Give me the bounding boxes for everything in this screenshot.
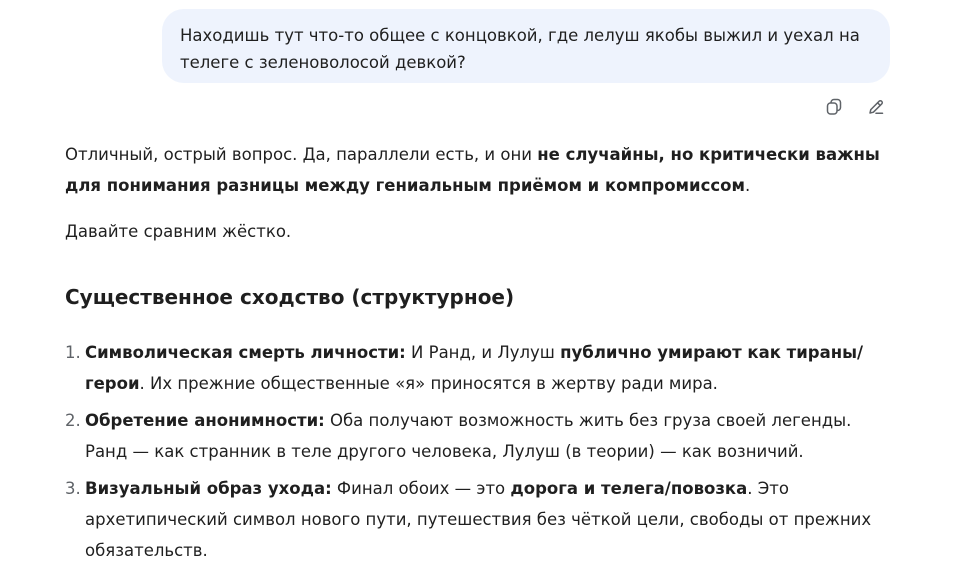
copy-icon [824, 97, 844, 117]
list-item-bold-text: публично умирают как тираны/герои [85, 343, 864, 393]
user-message-text: Находишь тут что-то общее с концовкой, где лелуш якобы выжил и уехал на телеге с зеленоволосой девкой? [180, 26, 860, 72]
response-compare-paragraph: Давайте сравним жёстко. [65, 222, 292, 241]
user-message-actions [822, 95, 888, 119]
list-item-number: 1. [65, 343, 81, 362]
list-item [65, 405, 895, 467]
list-item-text-end: . Их прежние общественные «я» приносятся в жертву ради мира. [139, 374, 718, 393]
list-item [65, 337, 895, 399]
list-item-number: 3. [65, 479, 81, 498]
section-heading: Существенное сходство (структурное) [65, 285, 515, 309]
list-item-text: И Ранд, и Лулуш [405, 343, 561, 362]
intro-text: Отличный, острый вопрос. Да, параллели есть, и они [65, 145, 538, 164]
list-item-text: Финал обоих — это [331, 479, 511, 498]
user-message-bubble [162, 9, 890, 83]
edit-button[interactable] [864, 95, 888, 119]
response-intro-paragraph [65, 139, 895, 201]
list-item-bold-text: дорога и телега/повозка [510, 479, 748, 498]
list-item-text-end: . Это архетипический символ нового пути, путешествия без чёткой цели, свободы от прежних обязательств. [85, 479, 872, 560]
pencil-icon [866, 97, 886, 117]
intro-end-text: . [744, 176, 751, 195]
list-item-number: 2. [65, 411, 81, 430]
list-item [65, 473, 895, 566]
intro-bold-text: не случайны, но критически важны для понимания разницы между гениальным приёмом и компромиссом [65, 145, 880, 195]
list-item-text: Оба получают возможность жить без груза своей легенды. Ранд — как странник в теле другого человека, Лулуш (в теории) — как возничий. [85, 411, 852, 461]
list-item-title: Визуальный образ ухода: [85, 479, 332, 498]
assistant-response [65, 139, 895, 572]
copy-button[interactable] [822, 95, 846, 119]
list-item-title: Символическая смерть личности: [85, 343, 406, 362]
list-item-title: Обретение анонимности: [85, 411, 325, 430]
similarity-list [65, 337, 895, 566]
